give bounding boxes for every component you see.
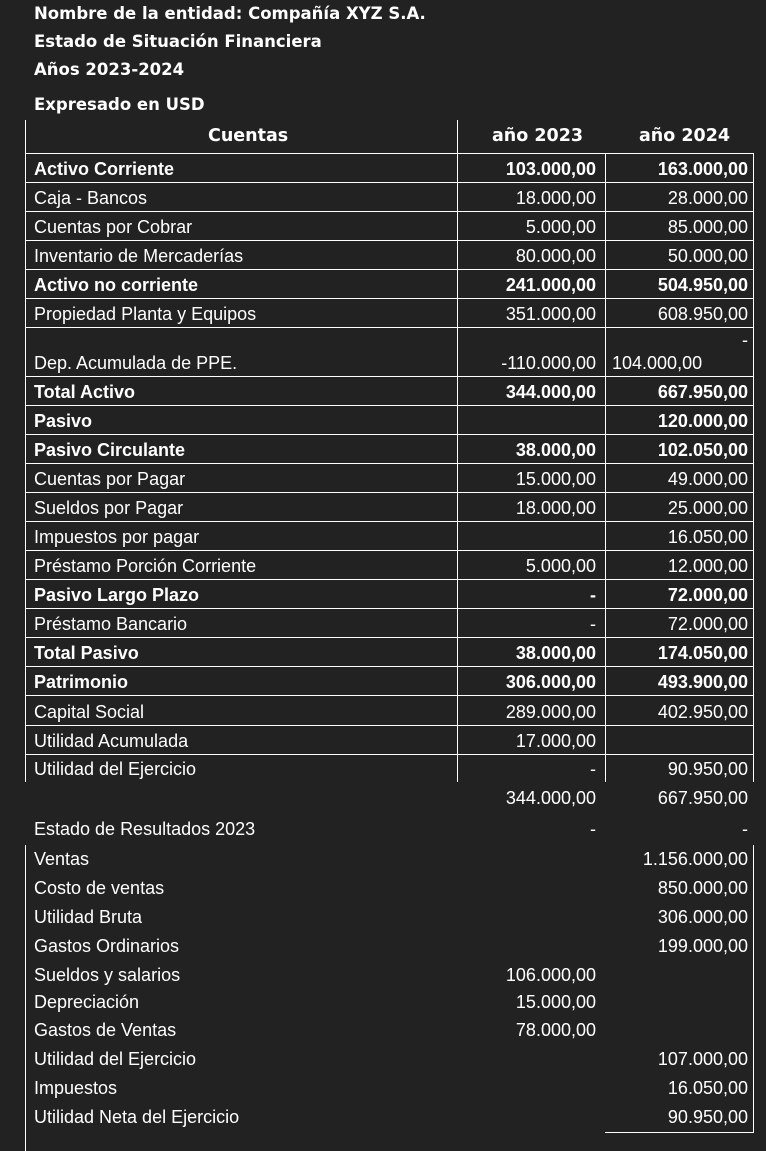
- table-row-2024: 163.000,00: [657, 159, 748, 179]
- table-row-2024: 50.000,00: [667, 246, 748, 266]
- income-right-border: [753, 845, 754, 1133]
- grid-divider-years: [605, 153, 606, 782]
- table-row-account: Propiedad Planta y Equipos: [34, 304, 257, 324]
- grid-row-line: [25, 550, 754, 551]
- table-row-2023: -110.000,00: [501, 353, 596, 373]
- column-header-accounts: Cuentas: [208, 126, 289, 146]
- grid-row-line: [25, 754, 754, 755]
- statement-title: Estado de Situación Financiera: [34, 32, 322, 51]
- table-row-2024: 49.000,00: [667, 469, 748, 489]
- balance-total-2024: 667.950,00: [657, 788, 748, 808]
- table-row-account: Pasivo Largo Plazo: [34, 585, 200, 605]
- table-row-account: Total Activo: [34, 382, 136, 402]
- income-row-account: Gastos de Ventas: [34, 1020, 177, 1040]
- table-row-2024: 667.950,00: [657, 382, 748, 402]
- table-row-2023: 15.000,00: [515, 469, 596, 489]
- table-row-2023: 5.000,00: [525, 217, 596, 237]
- column-header-2024: año 2024: [639, 126, 731, 146]
- balance-total-2023: 344.000,00: [505, 788, 596, 808]
- table-row-2023: 344.000,00: [505, 382, 596, 402]
- table-row-account: Caja - Bancos: [34, 188, 148, 208]
- table-row-account: Activo no corriente: [34, 275, 199, 295]
- table-row-account: Préstamo Porción Corriente: [34, 556, 257, 576]
- grid-row-line: [25, 405, 754, 406]
- table-row-2023: 241.000,00: [505, 275, 596, 295]
- table-row-2024: 402.950,00: [657, 702, 748, 722]
- table-row-2024: 12.000,00: [667, 556, 748, 576]
- table-row-2023: 38.000,00: [515, 440, 596, 460]
- income-statement-title: Estado de Resultados 2023: [34, 819, 256, 839]
- grid-row-line: [25, 298, 754, 299]
- table-row-2024: 493.900,00: [657, 672, 748, 692]
- table-row-2024: 504.950,00: [657, 275, 748, 295]
- table-row-2024: 120.000,00: [657, 411, 748, 431]
- table-row-2023: 289.000,00: [505, 702, 596, 722]
- table-row-account: Cuentas por Pagar: [34, 469, 186, 489]
- grid-right-border: [753, 153, 754, 782]
- table-row-2023: 5.000,00: [525, 556, 596, 576]
- grid-left-border: [25, 120, 26, 782]
- grid-row-line: [25, 637, 754, 638]
- income-row-2024: 90.950,00: [667, 1107, 748, 1127]
- column-header-2023: año 2023: [492, 126, 584, 146]
- table-row-2023: 80.000,00: [515, 246, 596, 266]
- grid-row-line: [25, 579, 754, 580]
- table-row-2023: 306.000,00: [505, 672, 596, 692]
- table-row-2024: 85.000,00: [667, 217, 748, 237]
- income-row-2024: 850.000,00: [657, 878, 748, 898]
- grid-row-line: [25, 182, 754, 183]
- table-row-account: Inventario de Mercaderías: [34, 246, 244, 266]
- years-range: Años 2023-2024: [34, 60, 185, 79]
- table-row-account: Patrimonio: [34, 672, 129, 692]
- table-row-account: Capital Social: [34, 702, 145, 722]
- income-row-account: Costo de ventas: [34, 878, 165, 898]
- table-row-2023: 351.000,00: [505, 304, 596, 324]
- income-row-2024: 107.000,00: [657, 1049, 748, 1069]
- table-row-2024: 72.000,00: [667, 614, 748, 634]
- table-row-2024: 174.050,00: [657, 643, 748, 663]
- table-row-account: Impuestos por pagar: [34, 527, 200, 547]
- income-total-underline: [605, 1132, 753, 1133]
- income-row-account: Utilidad Neta del Ejercicio: [34, 1107, 240, 1127]
- table-row-2023: 17.000,00: [515, 731, 596, 751]
- table-row-account: Pasivo Circulante: [34, 440, 186, 460]
- table-row-account: Cuentas por Cobrar: [34, 217, 193, 237]
- income-row-2023: 78.000,00: [515, 1020, 596, 1040]
- table-row-account: Sueldos por Pagar: [34, 498, 184, 518]
- table-row-account: Pasivo: [34, 411, 93, 431]
- table-row-2023: 103.000,00: [505, 159, 596, 179]
- table-row-2024: 25.000,00: [667, 498, 748, 518]
- income-row-account: Utilidad del Ejercicio: [34, 1049, 197, 1069]
- income-row-account: Utilidad Bruta: [34, 907, 143, 927]
- income-title-2024: -: [742, 819, 748, 839]
- table-row-2024: 72.000,00: [667, 585, 748, 605]
- income-row-account: Sueldos y salarios: [34, 965, 181, 985]
- income-row-2024: 306.000,00: [657, 907, 748, 927]
- table-row-account: Utilidad Acumulada: [34, 731, 189, 751]
- grid-row-line: [25, 240, 754, 241]
- table-row-2024-sign: -: [742, 330, 748, 350]
- income-row-2024: 1.156.000,00: [642, 849, 748, 869]
- income-row-account: Depreciación: [34, 992, 140, 1012]
- currency-note: Expresado en USD: [34, 95, 205, 114]
- income-row-2024: 16.050,00: [667, 1078, 748, 1098]
- income-row-2024: 199.000,00: [657, 936, 748, 956]
- grid-row-line: [25, 666, 754, 667]
- grid-row-line: [25, 434, 754, 435]
- table-row-2024: 90.950,00: [667, 759, 748, 779]
- grid-row-line: [25, 521, 754, 522]
- income-row-account: Impuestos: [34, 1078, 118, 1098]
- income-row-2023: 15.000,00: [515, 992, 596, 1012]
- entity-name: Nombre de la entidad: Compañía XYZ S.A.: [34, 4, 426, 23]
- table-row-2023: 18.000,00: [515, 498, 596, 518]
- table-row-account: Dep. Acumulada de PPE.: [34, 353, 238, 373]
- table-row-2024: 28.000,00: [667, 188, 748, 208]
- grid-row-line: [25, 608, 754, 609]
- income-left-border: [25, 845, 26, 1151]
- table-row-2023: 18.000,00: [515, 188, 596, 208]
- grid-row-line: [25, 492, 754, 493]
- grid-divider-accounts: [457, 120, 458, 782]
- income-row-2023: 106.000,00: [505, 965, 596, 985]
- table-row-2024: 16.050,00: [667, 527, 748, 547]
- grid-row-line: [25, 695, 754, 696]
- table-row-2024: 102.050,00: [657, 440, 748, 460]
- income-title-2023: -: [590, 819, 596, 839]
- table-row-2023: -: [590, 759, 596, 779]
- income-row-account: Gastos Ordinarios: [34, 936, 180, 956]
- grid-row-line: [25, 376, 754, 377]
- grid-row-line: [25, 725, 754, 726]
- table-row-2023: 38.000,00: [515, 643, 596, 663]
- table-row-account: Utilidad del Ejercicio: [34, 759, 197, 779]
- table-row-2024: 104.000,00: [612, 353, 703, 373]
- table-row-account: Activo Corriente: [34, 159, 175, 179]
- table-row-2023: -: [590, 585, 596, 605]
- table-row-2023: -: [590, 614, 596, 634]
- income-row-account: Ventas: [34, 849, 90, 869]
- grid-row-line: [25, 269, 754, 270]
- grid-row-line: [25, 211, 754, 212]
- grid-row-line: [25, 327, 754, 328]
- table-row-account: Préstamo Bancario: [34, 614, 188, 634]
- grid-row-line: [25, 153, 754, 154]
- table-row-account: Total Pasivo: [34, 643, 139, 663]
- table-row-2024: 608.950,00: [657, 304, 748, 324]
- grid-row-line: [25, 463, 754, 464]
